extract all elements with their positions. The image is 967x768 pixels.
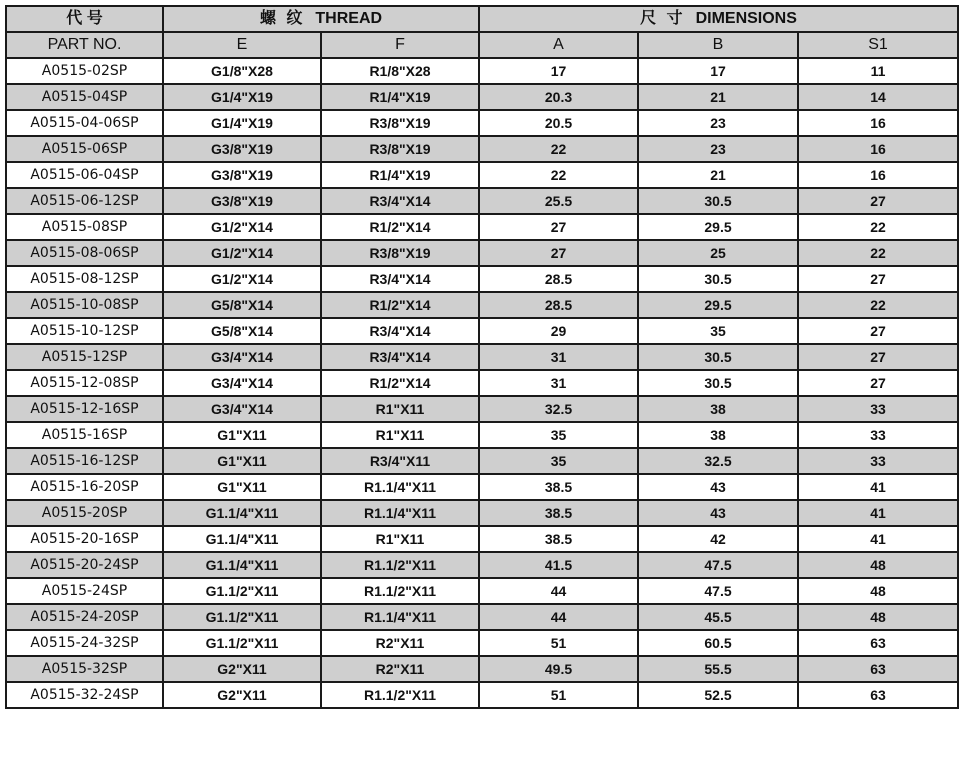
part-no-cell: A0515-16SP	[6, 422, 163, 448]
dim-s1-cell: 41	[798, 500, 958, 526]
dim-s1-cell: 48	[798, 578, 958, 604]
table-row	[6, 578, 958, 604]
table-row	[6, 318, 958, 344]
dim-s1-cell: 27	[798, 370, 958, 396]
thread-f-cell: R3/4"X14	[321, 188, 479, 214]
thread-header-en: THREAD	[315, 10, 383, 27]
dim-a-cell: 28.5	[479, 266, 638, 292]
col-b-header: B	[638, 32, 798, 58]
thread-f-cell: R2"X11	[321, 630, 479, 656]
thread-f-cell: R1/2"X14	[321, 370, 479, 396]
thread-e-cell: G1"X11	[163, 448, 321, 474]
thread-e-cell: G3/4"X14	[163, 370, 321, 396]
part-no-cell: A0515-06SP	[6, 136, 163, 162]
dim-b-cell: 35	[638, 318, 798, 344]
dimensions-header	[479, 6, 958, 32]
dim-b-cell: 52.5	[638, 682, 798, 708]
thread-f-cell: R1"X11	[321, 422, 479, 448]
part-no-cell: A0515-04SP	[6, 84, 163, 110]
thread-f-cell: R2"X11	[321, 656, 479, 682]
part-no-cell: A0515-24-20SP	[6, 604, 163, 630]
dim-b-cell: 21	[638, 162, 798, 188]
part-no-cell: A0515-06-12SP	[6, 188, 163, 214]
thread-f-cell: R1"X11	[321, 526, 479, 552]
part-no-cell: A0515-12-16SP	[6, 396, 163, 422]
dim-s1-cell: 41	[798, 526, 958, 552]
dim-b-cell: 42	[638, 526, 798, 552]
header-row-sub	[6, 32, 958, 58]
part-no-cell: A0515-06-04SP	[6, 162, 163, 188]
thread-f-cell: R1.1/2"X11	[321, 578, 479, 604]
dim-s1-cell: 27	[798, 318, 958, 344]
table-row	[6, 214, 958, 240]
dim-s1-cell: 27	[798, 344, 958, 370]
dim-b-cell: 55.5	[638, 656, 798, 682]
dim-s1-cell: 48	[798, 552, 958, 578]
dim-a-cell: 38.5	[479, 474, 638, 500]
header-row-top	[6, 6, 958, 32]
table-row	[6, 656, 958, 682]
part-no-cell: A0515-16-20SP	[6, 474, 163, 500]
thread-e-cell: G1/2"X14	[163, 266, 321, 292]
dim-a-cell: 28.5	[479, 292, 638, 318]
dim-s1-cell: 63	[798, 656, 958, 682]
dim-b-cell: 17	[638, 58, 798, 84]
dim-a-cell: 38.5	[479, 526, 638, 552]
thread-e-cell: G5/8"X14	[163, 318, 321, 344]
thread-e-cell: G1/2"X14	[163, 240, 321, 266]
dim-b-cell: 32.5	[638, 448, 798, 474]
dim-s1-cell: 48	[798, 604, 958, 630]
dim-b-cell: 47.5	[638, 552, 798, 578]
table-row	[6, 110, 958, 136]
part-no-cell: A0515-10-08SP	[6, 292, 163, 318]
thread-f-cell: R3/4"X14	[321, 318, 479, 344]
part-no-cell: A0515-04-06SP	[6, 110, 163, 136]
part-no-cell: A0515-32-24SP	[6, 682, 163, 708]
thread-f-cell: R1/2"X14	[321, 292, 479, 318]
dim-s1-cell: 27	[798, 188, 958, 214]
dim-b-cell: 60.5	[638, 630, 798, 656]
part-no-cell: A0515-12-08SP	[6, 370, 163, 396]
table-row	[6, 58, 958, 84]
dim-a-cell: 22	[479, 136, 638, 162]
thread-f-cell: R1.1/4"X11	[321, 500, 479, 526]
table-header	[6, 6, 958, 58]
table-row	[6, 604, 958, 630]
thread-f-cell: R3/4"X14	[321, 344, 479, 370]
dim-b-cell: 29.5	[638, 214, 798, 240]
table-row	[6, 162, 958, 188]
part-no-header-cn: 代 号	[6, 6, 163, 32]
table-row	[6, 474, 958, 500]
dim-a-cell: 25.5	[479, 188, 638, 214]
part-no-cell: A0515-20-24SP	[6, 552, 163, 578]
dim-a-cell: 51	[479, 682, 638, 708]
dim-a-cell: 35	[479, 448, 638, 474]
dim-s1-cell: 63	[798, 682, 958, 708]
col-e-header: E	[163, 32, 321, 58]
dim-s1-cell: 11	[798, 58, 958, 84]
dim-b-cell: 30.5	[638, 344, 798, 370]
dim-a-cell: 38.5	[479, 500, 638, 526]
thread-e-cell: G1.1/2"X11	[163, 630, 321, 656]
spec-table-container	[5, 5, 959, 709]
table-row	[6, 344, 958, 370]
thread-f-cell: R1/4"X19	[321, 84, 479, 110]
dim-a-cell: 31	[479, 370, 638, 396]
thread-f-cell: R1.1/4"X11	[321, 604, 479, 630]
thread-e-cell: G1"X11	[163, 422, 321, 448]
table-row	[6, 422, 958, 448]
col-s1-header: S1	[798, 32, 958, 58]
dim-b-cell: 43	[638, 474, 798, 500]
dim-b-cell: 45.5	[638, 604, 798, 630]
thread-e-cell: G1"X11	[163, 474, 321, 500]
thread-f-cell: R3/8"X19	[321, 110, 479, 136]
thread-f-cell: R1"X11	[321, 396, 479, 422]
part-no-cell: A0515-20-16SP	[6, 526, 163, 552]
thread-header	[163, 6, 479, 32]
dim-s1-cell: 33	[798, 396, 958, 422]
table-row	[6, 526, 958, 552]
dimensions-header-cn: 尺 寸	[640, 10, 686, 27]
thread-e-cell: G1/8"X28	[163, 58, 321, 84]
table-row	[6, 500, 958, 526]
part-no-cell: A0515-12SP	[6, 344, 163, 370]
part-no-cell: A0515-08-12SP	[6, 266, 163, 292]
dim-b-cell: 38	[638, 396, 798, 422]
table-body	[6, 58, 958, 708]
part-no-cell: A0515-02SP	[6, 58, 163, 84]
thread-f-cell: R1/2"X14	[321, 214, 479, 240]
thread-e-cell: G1/2"X14	[163, 214, 321, 240]
thread-e-cell: G3/4"X14	[163, 396, 321, 422]
part-no-cell: A0515-24-32SP	[6, 630, 163, 656]
dim-b-cell: 29.5	[638, 292, 798, 318]
part-no-cell: A0515-24SP	[6, 578, 163, 604]
table-row	[6, 240, 958, 266]
thread-e-cell: G3/4"X14	[163, 344, 321, 370]
dim-s1-cell: 41	[798, 474, 958, 500]
dim-b-cell: 30.5	[638, 266, 798, 292]
dim-b-cell: 30.5	[638, 370, 798, 396]
dim-a-cell: 20.5	[479, 110, 638, 136]
dim-s1-cell: 33	[798, 422, 958, 448]
fitting-spec-table	[5, 5, 959, 709]
dim-a-cell: 51	[479, 630, 638, 656]
thread-e-cell: G1.1/4"X11	[163, 526, 321, 552]
dim-s1-cell: 27	[798, 266, 958, 292]
thread-f-cell: R1/4"X19	[321, 162, 479, 188]
dim-a-cell: 17	[479, 58, 638, 84]
dim-b-cell: 23	[638, 136, 798, 162]
table-row	[6, 552, 958, 578]
dim-b-cell: 47.5	[638, 578, 798, 604]
table-row	[6, 448, 958, 474]
dim-s1-cell: 33	[798, 448, 958, 474]
col-f-header: F	[321, 32, 479, 58]
dim-b-cell: 21	[638, 84, 798, 110]
part-no-cell: A0515-32SP	[6, 656, 163, 682]
dim-a-cell: 27	[479, 240, 638, 266]
dim-s1-cell: 16	[798, 110, 958, 136]
table-row	[6, 682, 958, 708]
thread-e-cell: G2"X11	[163, 682, 321, 708]
dim-a-cell: 35	[479, 422, 638, 448]
dim-s1-cell: 16	[798, 136, 958, 162]
dim-b-cell: 30.5	[638, 188, 798, 214]
thread-e-cell: G1/4"X19	[163, 110, 321, 136]
dim-s1-cell: 22	[798, 240, 958, 266]
dim-a-cell: 20.3	[479, 84, 638, 110]
dim-s1-cell: 22	[798, 292, 958, 318]
table-row	[6, 630, 958, 656]
dim-a-cell: 27	[479, 214, 638, 240]
table-row	[6, 370, 958, 396]
thread-f-cell: R1.1/4"X11	[321, 474, 479, 500]
dim-s1-cell: 63	[798, 630, 958, 656]
thread-e-cell: G1.1/4"X11	[163, 552, 321, 578]
dim-b-cell: 25	[638, 240, 798, 266]
thread-f-cell: R3/8"X19	[321, 136, 479, 162]
dim-b-cell: 43	[638, 500, 798, 526]
thread-f-cell: R1.1/2"X11	[321, 552, 479, 578]
thread-e-cell: G5/8"X14	[163, 292, 321, 318]
thread-e-cell: G1/4"X19	[163, 84, 321, 110]
table-row	[6, 292, 958, 318]
dim-a-cell: 29	[479, 318, 638, 344]
thread-f-cell: R3/4"X11	[321, 448, 479, 474]
thread-e-cell: G1.1/2"X11	[163, 604, 321, 630]
part-no-cell: A0515-10-12SP	[6, 318, 163, 344]
thread-f-cell: R1/8"X28	[321, 58, 479, 84]
part-no-cell: A0515-08SP	[6, 214, 163, 240]
table-row	[6, 136, 958, 162]
dim-a-cell: 22	[479, 162, 638, 188]
dim-a-cell: 44	[479, 578, 638, 604]
col-a-header: A	[479, 32, 638, 58]
thread-header-cn: 螺 纹	[259, 10, 306, 27]
dim-a-cell: 44	[479, 604, 638, 630]
dim-a-cell: 32.5	[479, 396, 638, 422]
thread-e-cell: G1.1/4"X11	[163, 500, 321, 526]
dim-s1-cell: 14	[798, 84, 958, 110]
thread-e-cell: G3/8"X19	[163, 188, 321, 214]
part-no-cell: A0515-08-06SP	[6, 240, 163, 266]
thread-e-cell: G3/8"X19	[163, 136, 321, 162]
thread-e-cell: G1.1/2"X11	[163, 578, 321, 604]
thread-f-cell: R1.1/2"X11	[321, 682, 479, 708]
part-no-header-en: PART NO.	[6, 32, 163, 58]
dim-a-cell: 49.5	[479, 656, 638, 682]
dim-a-cell: 41.5	[479, 552, 638, 578]
thread-f-cell: R3/4"X14	[321, 266, 479, 292]
dimensions-header-en: DIMENSIONS	[695, 10, 797, 27]
part-no-cell: A0515-20SP	[6, 500, 163, 526]
dim-b-cell: 23	[638, 110, 798, 136]
table-row	[6, 266, 958, 292]
thread-e-cell: G3/8"X19	[163, 162, 321, 188]
thread-e-cell: G2"X11	[163, 656, 321, 682]
table-row	[6, 188, 958, 214]
part-no-cell: A0515-16-12SP	[6, 448, 163, 474]
table-row	[6, 84, 958, 110]
dim-a-cell: 31	[479, 344, 638, 370]
table-row	[6, 396, 958, 422]
dim-b-cell: 38	[638, 422, 798, 448]
thread-f-cell: R3/8"X19	[321, 240, 479, 266]
dim-s1-cell: 16	[798, 162, 958, 188]
dim-s1-cell: 22	[798, 214, 958, 240]
